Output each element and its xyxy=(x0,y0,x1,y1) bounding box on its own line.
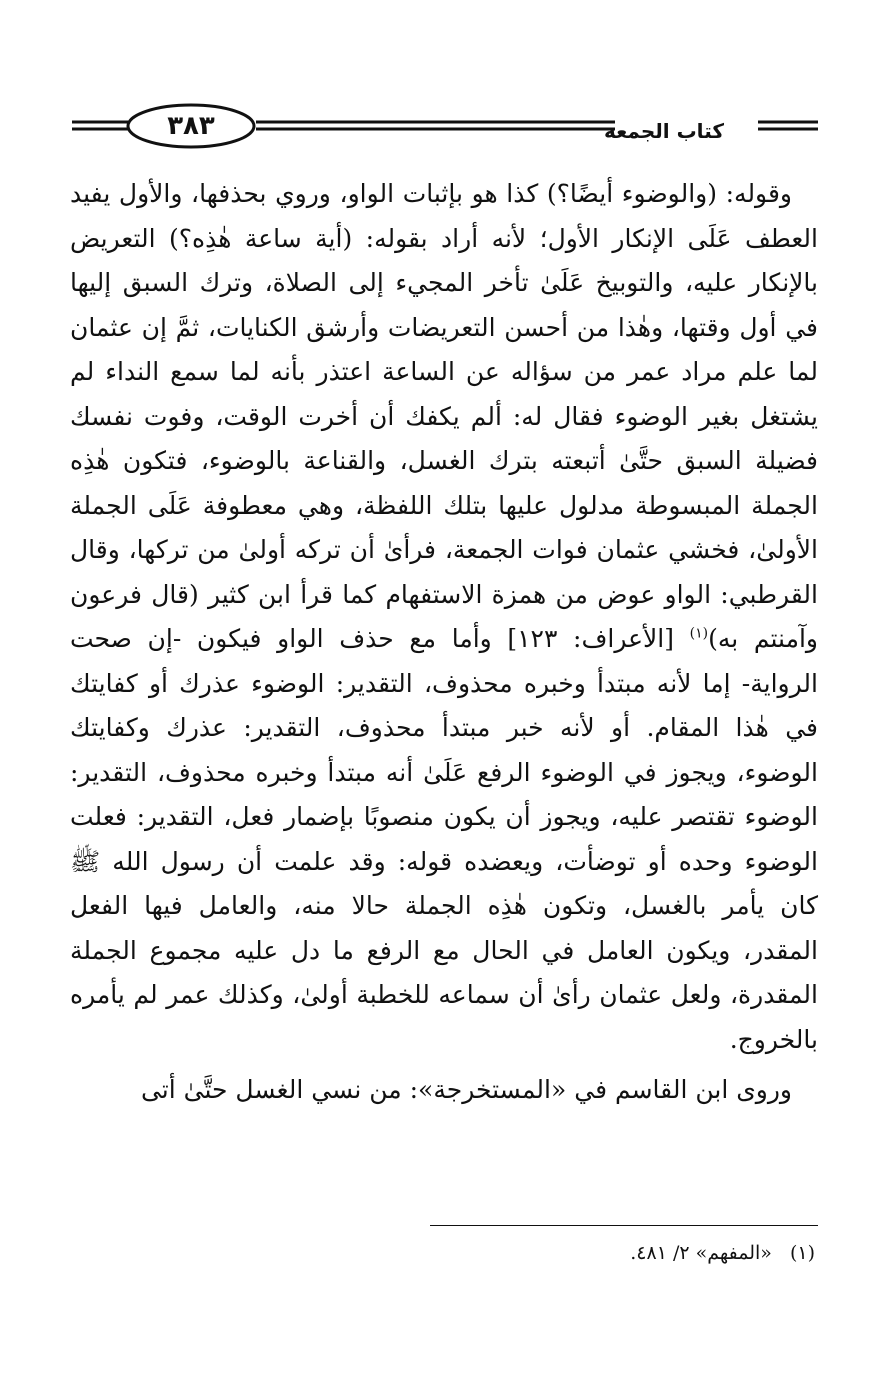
footnote-text: «المفهم» ٢/ ٤٨١. xyxy=(630,1242,772,1264)
main-text xyxy=(70,172,818,1113)
footnote-reference: (١) xyxy=(689,625,709,642)
footnote-separator xyxy=(430,1225,818,1226)
running-title: كتاب الجمعة xyxy=(604,119,724,143)
paragraph xyxy=(70,172,818,1062)
footnote-number: (١) xyxy=(789,1242,815,1264)
paragraph-text: وقوله: (والوضوء أيضًا؟) كذا هو بإثبات الواو، وروي بحذفها، والأول يفيد العطف عَلَى الإنكار الأول؛ لأنه أراد بقوله: (أية ساعة هٰذِه؟) التعريض بالإنكار عليه، والتوبيخ عَلَىٰ تأخر المجيء إلى الصلاة، وترك السبق إليها في أول وقتها، وهٰذا من أحسن التعريضات وأرشق الكنايات، ثمَّ إن عثمان لما علم مراد عمر من سؤاله عن الساعة اعتذر بأنه لما سمع النداء لم يشتغل بغير الوضوء فقال له: ألم يكفك أن أخرت الوقت، وفوت نفسك فضيلة السبق حتَّىٰ أتبعته بترك الغسل، والقناعة بالوضوء، فتكون هٰذِه الجملة المبسوطة مدلول عليها بتلك اللفظة، وهي معطوفة عَلَى الجملة الأولىٰ، فخشي عثمان فوات الجمعة، فرأىٰ أن تركه أولىٰ من تركها، وقال القرطبي: الواو عوض من همزة الاستفهام كما قرأ ابن كثير (قال فرعون وآمنتم به) xyxy=(70,179,818,653)
paragraph-text: [الأعراف: ١٢٣] وأما مع حذف الواو فيكون -إن صحت الرواية- إما لأنه مبتدأ وخبره محذوف، التقدير: الوضوء عذرك أو كفايتك في هٰذا المقام. أو لأنه خبر مبتدأ محذوف، التقدير: عذرك وكفايتك الوضوء، ويجوز في الوضوء الرفع عَلَىٰ أنه مبتدأ وخبره محذوف، التقدير: الوضوء تقتصر عليه، ويجوز أن يكون منصوبًا بإضمار فعل، التقدير: فعلت الوضوء وحده أو توضأت، ويعضده قوله: وقد علمت أن رسول الله ﷺ كان يأمر بالغسل، وتكون هٰذِه الجملة حالا منه، والعامل فيها الفعل المقدر، ويكون العامل في الحال مع الرفع ما دل عليه مجموع الجملة المقدرة، ولعل عثمان رأىٰ أن سماعه للخطبة أولىٰ، وكذلك عمر لم يأمره بالخروج. xyxy=(70,624,818,1054)
paragraph xyxy=(70,1068,818,1113)
page-header xyxy=(70,96,820,166)
footnote xyxy=(630,1238,815,1268)
page-number: ٣٨٣ xyxy=(167,111,215,141)
paragraph-text: وروى ابن القاسم في «المستخرجة»: من نسي الغسل حتَّىٰ أتى xyxy=(140,1075,792,1104)
